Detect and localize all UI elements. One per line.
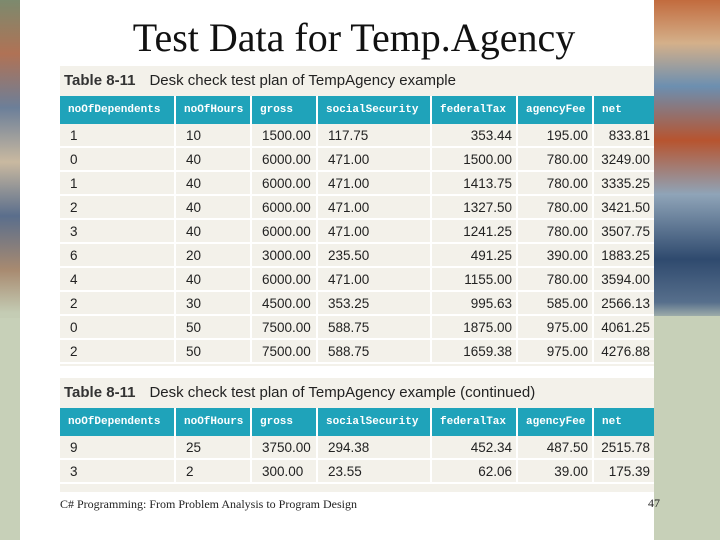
table-number: Table 8-11 (64, 72, 136, 89)
table-cell-federaltax: 995.63 (431, 291, 517, 315)
table-cell-federaltax: 1875.00 (431, 315, 517, 339)
table-cell-net: 3421.50 (593, 195, 654, 219)
table-cell-noofhours: 40 (175, 219, 251, 243)
table-cell-gross: 3000.00 (251, 243, 317, 267)
table-caption (60, 378, 654, 408)
column-header: federalTax (431, 96, 517, 124)
table-cell-federaltax: 452.34 (431, 436, 517, 459)
table-cell-noofhours: 2 (175, 459, 251, 483)
table-cell-socialsecurity: 588.75 (317, 315, 431, 339)
table-row (60, 124, 654, 147)
table-cell-noofhours: 40 (175, 267, 251, 291)
table-cell-federaltax: 1241.25 (431, 219, 517, 243)
table-cell-noofhours: 40 (175, 147, 251, 171)
table-cell-federaltax: 1327.50 (431, 195, 517, 219)
table-body (60, 436, 654, 483)
table-cell-net: 3594.00 (593, 267, 654, 291)
table-cell-noofdependents: 1 (60, 124, 175, 147)
table-cell-agencyfee: 195.00 (517, 124, 593, 147)
table-cell-agencyfee: 390.00 (517, 243, 593, 267)
table-cell-noofdependents: 1 (60, 171, 175, 195)
table-cell-net: 2515.78 (593, 436, 654, 459)
table-row (60, 315, 654, 339)
table-row (60, 339, 654, 363)
table-cell-socialsecurity: 117.75 (317, 124, 431, 147)
table-cell-gross: 6000.00 (251, 171, 317, 195)
table-cell-gross: 300.00 (251, 459, 317, 483)
table-cell-federaltax: 1413.75 (431, 171, 517, 195)
table-row (60, 195, 654, 219)
table-cell-federaltax: 1659.38 (431, 339, 517, 363)
table-cell-net: 2566.13 (593, 291, 654, 315)
table-row (60, 219, 654, 243)
table-cell-noofhours: 20 (175, 243, 251, 267)
table-caption (60, 66, 654, 96)
column-header: noOfDependents (60, 408, 175, 436)
table-cell-agencyfee: 585.00 (517, 291, 593, 315)
table-cell-noofdependents: 0 (60, 147, 175, 171)
table-row (60, 291, 654, 315)
slide-title: Test Data for Temp.Agency (132, 15, 576, 60)
table-cell-noofhours: 40 (175, 195, 251, 219)
table-cell-agencyfee: 780.00 (517, 147, 593, 171)
desk-check-table (60, 96, 654, 364)
column-header: gross (251, 408, 317, 436)
table-cell-noofhours: 50 (175, 315, 251, 339)
table-cell-socialsecurity: 588.75 (317, 339, 431, 363)
table-cell-agencyfee: 39.00 (517, 459, 593, 483)
table-row (60, 243, 654, 267)
table-cell-net: 4276.88 (593, 339, 654, 363)
column-header: gross (251, 96, 317, 124)
table-cell-agencyfee: 780.00 (517, 219, 593, 243)
table-cell-noofdependents: 4 (60, 267, 175, 291)
desk-check-table-continued (60, 408, 654, 484)
table-cell-noofhours: 10 (175, 124, 251, 147)
table-cell-gross: 6000.00 (251, 219, 317, 243)
background-panel-left (0, 318, 20, 540)
table-cell-gross: 7500.00 (251, 339, 317, 363)
table-cell-gross: 6000.00 (251, 147, 317, 171)
column-header: federalTax (431, 408, 517, 436)
slide-footer: C# Programming: From Problem Analysis to Program Design (60, 497, 357, 511)
table-cell-agencyfee: 975.00 (517, 339, 593, 363)
table-cell-noofdependents: 3 (60, 219, 175, 243)
table-cell-agencyfee: 780.00 (517, 195, 593, 219)
table-cell-socialsecurity: 471.00 (317, 171, 431, 195)
column-header: socialSecurity (317, 408, 431, 436)
table-cell-noofdependents: 2 (60, 339, 175, 363)
table-cell-noofdependents: 6 (60, 243, 175, 267)
table-cell-socialsecurity: 471.00 (317, 267, 431, 291)
column-header: net (602, 104, 622, 116)
table-cell-gross: 6000.00 (251, 267, 317, 291)
table-cell-net: 4061.25 (593, 315, 654, 339)
table-number: Table 8-11 (64, 384, 136, 401)
table-cell-gross: 7500.00 (251, 315, 317, 339)
column-header: agencyFee (517, 408, 593, 436)
background-panel-right (654, 316, 720, 540)
table-cell-federaltax: 1500.00 (431, 147, 517, 171)
table-cell-noofdependents: 2 (60, 195, 175, 219)
table-cell-agencyfee: 780.00 (517, 171, 593, 195)
table-body (60, 124, 654, 363)
table-cell-net: 3507.75 (593, 219, 654, 243)
table-cell-net: 1883.25 (593, 243, 654, 267)
table-panel-continued (60, 378, 654, 492)
table-cell-socialsecurity: 471.00 (317, 147, 431, 171)
table-cell-socialsecurity: 294.38 (317, 436, 431, 459)
table-cell-agencyfee: 780.00 (517, 267, 593, 291)
table-cell-noofhours: 25 (175, 436, 251, 459)
table-cell-net: 3335.25 (593, 171, 654, 195)
table-cell-noofdependents: 0 (60, 315, 175, 339)
table-header-row (60, 408, 654, 436)
table-caption-text: Desk check test plan of TempAgency example (continued) (149, 384, 536, 401)
table-cell-gross: 1500.00 (251, 124, 317, 147)
table-cell-net: 175.39 (593, 459, 654, 483)
column-header: noOfDependents (60, 96, 175, 124)
table-cell-net: 3249.00 (593, 147, 654, 171)
table-cell-socialsecurity: 471.00 (317, 195, 431, 219)
table-cell-socialsecurity: 23.55 (317, 459, 431, 483)
table-cell-gross: 6000.00 (251, 195, 317, 219)
table-cell-federaltax: 62.06 (431, 459, 517, 483)
table-cell-noofdependents: 9 (60, 436, 175, 459)
column-header: socialSecurity (317, 96, 431, 124)
table-cell-socialsecurity: 353.25 (317, 291, 431, 315)
table-cell-agencyfee: 975.00 (517, 315, 593, 339)
table-header-row (60, 96, 654, 124)
table-cell-federaltax: 353.44 (431, 124, 517, 147)
table-row (60, 171, 654, 195)
table-panel-main (60, 66, 654, 366)
table-cell-federaltax: 1155.00 (431, 267, 517, 291)
table-row (60, 147, 654, 171)
table-cell-net: 833.81 (593, 124, 654, 147)
table-cell-federaltax: 491.25 (431, 243, 517, 267)
table-cell-noofdependents: 2 (60, 291, 175, 315)
page-number: 47 (648, 496, 660, 510)
column-header: net (602, 416, 622, 428)
table-cell-gross: 4500.00 (251, 291, 317, 315)
column-header: noOfHours (175, 96, 251, 124)
table-cell-noofdependents: 3 (60, 459, 175, 483)
table-cell-gross: 3750.00 (251, 436, 317, 459)
table-row (60, 436, 654, 459)
table-cell-socialsecurity: 235.50 (317, 243, 431, 267)
column-header: noOfHours (175, 408, 251, 436)
table-caption-text: Desk check test plan of TempAgency example (149, 72, 456, 89)
table-cell-noofhours: 30 (175, 291, 251, 315)
table-cell-noofhours: 50 (175, 339, 251, 363)
table-cell-socialsecurity: 471.00 (317, 219, 431, 243)
column-header: agencyFee (517, 96, 593, 124)
table-row (60, 267, 654, 291)
table-cell-noofhours: 40 (175, 171, 251, 195)
table-row (60, 459, 654, 483)
table-cell-agencyfee: 487.50 (517, 436, 593, 459)
